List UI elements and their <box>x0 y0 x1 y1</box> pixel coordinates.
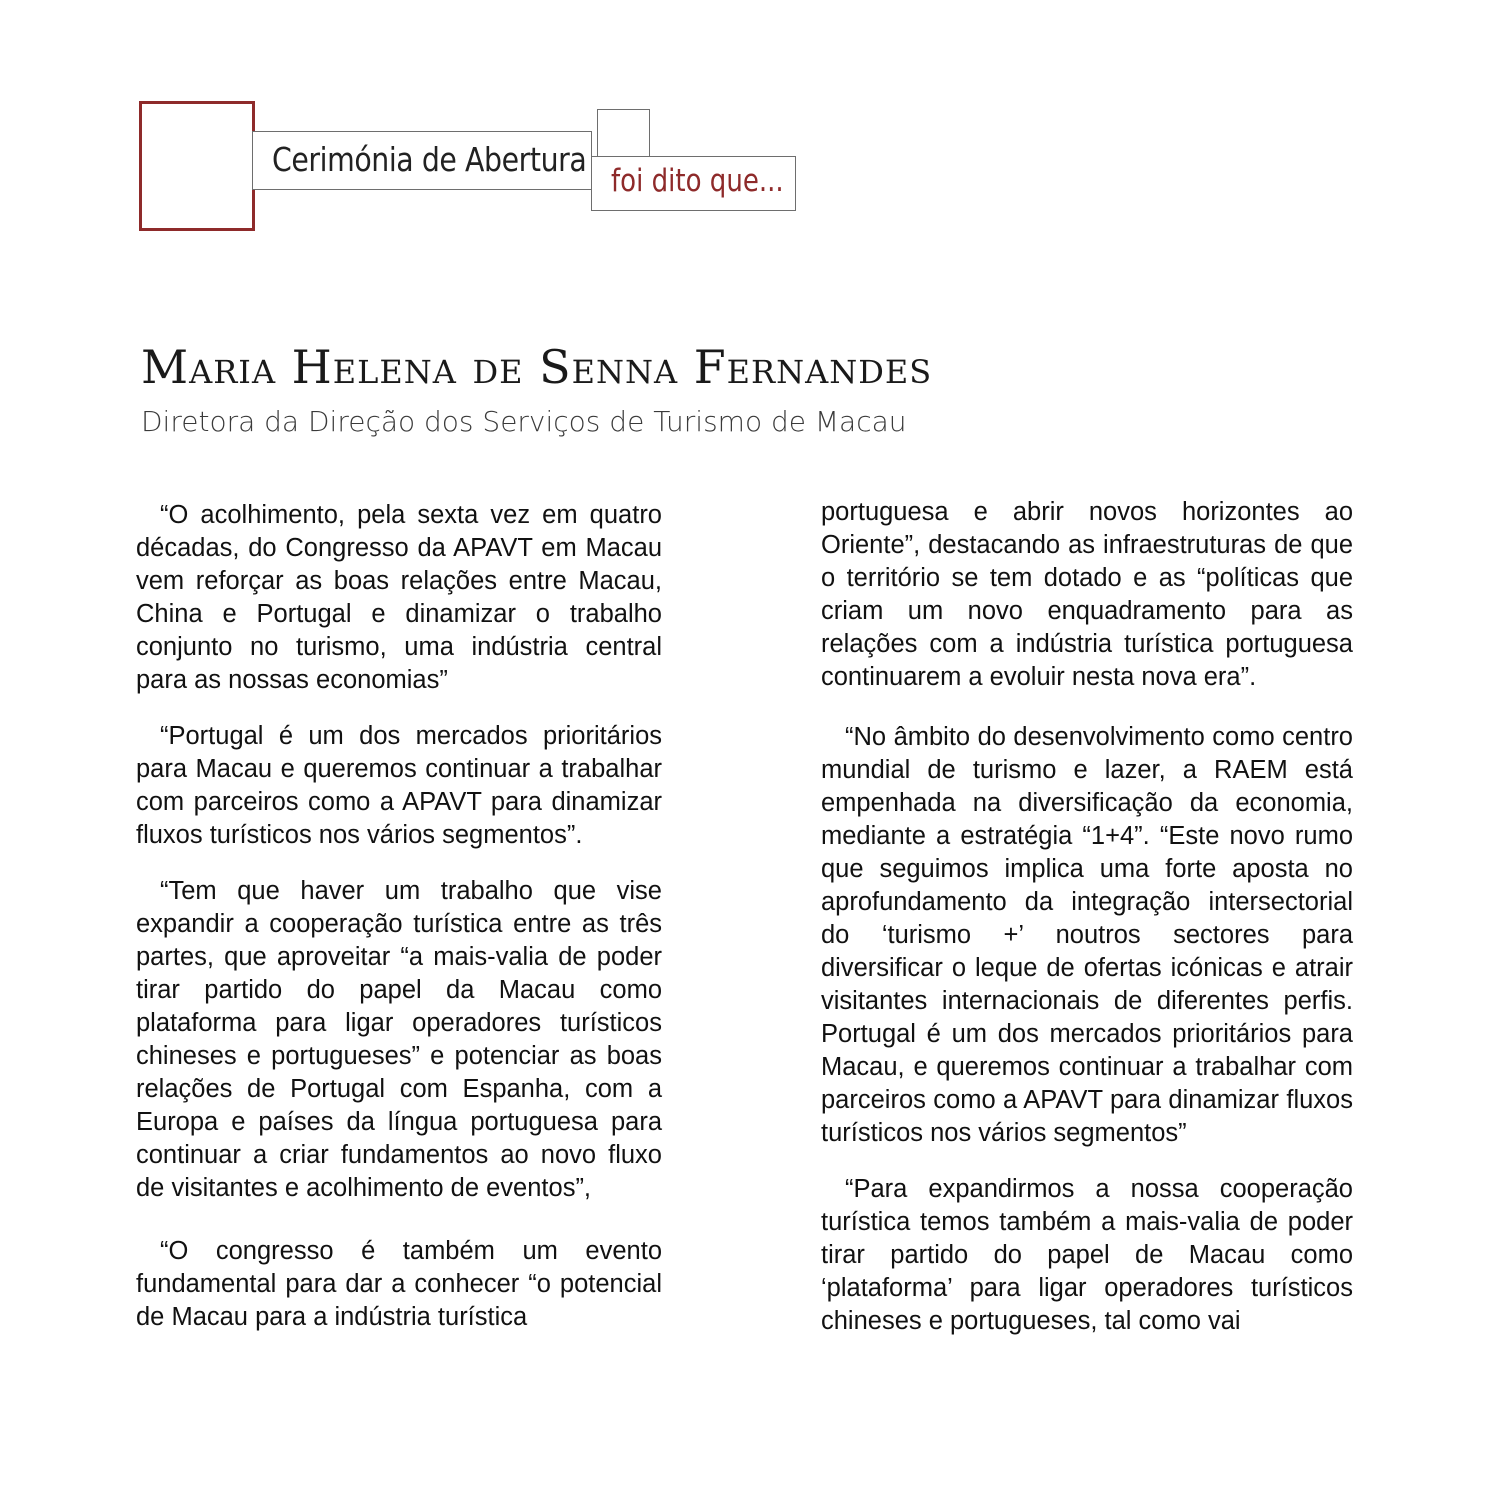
left-column <box>136 499 662 1334</box>
paragraph-6: “Para expandirmos a nossa cooperação turística temos também a mais-valia de poder tirar partido do papel de Macau como ‘plataforma’ para ligar operadores turísticos chineses e portugueses, tal como vai <box>821 1175 1353 1335</box>
paragraph-1: “O acolhimento, pela sexta vez em quatro décadas, do Congresso da APAVT em Macau vem reforçar as boas relações entre Macau, China e Portugal e dinamizar o trabalho conjunto no turismo, uma indústria central para as nossas economias” <box>136 501 662 694</box>
speaker-role: Diretora da Direção dos Serviços de Turismo de Macau <box>141 405 907 438</box>
paragraph-4-end: portuguesa e abrir novos horizontes ao Oriente”, destacando as infraestruturas de que o território se tem dotado e as “políticas que criam um novo enquadramento para as relações com a indústria turística portuguesa continuarem a evoluir nesta nova era”. <box>821 498 1353 691</box>
speaker-name: Maria Helena de Senna Fernandes <box>141 340 933 394</box>
right-column <box>821 496 1353 1338</box>
section-label: Cerimónia de Abertura <box>272 140 587 179</box>
paragraph-2: “Portugal é um dos mercados prioritários para Macau e queremos continuar a trabalhar com parceiros como a APAVT para dinamizar fluxos turísticos nos vários segmentos”. <box>136 722 662 849</box>
paragraph-3: “Tem que haver um trabalho que vise expandir a cooperação turística entre as três partes, que aproveitar “a mais-valia de poder tirar partido do papel da Macau como plataforma para ligar operadores turísticos chineses e portugueses” e potenciar as boas relações de Portugal com Espanha, com a Europa e países da língua portuguesa para continuar a criar fundamentos ao novo fluxo de visitantes e acolhimento de eventos”, <box>136 877 662 1202</box>
paragraph-4-start: “O congresso é também um evento fundamental para dar a conhecer “o potencial de Macau para a indústria turística <box>136 1237 662 1331</box>
logo-red-square <box>139 101 255 231</box>
paragraph-5: “No âmbito do desenvolvimento como centro mundial de turismo e lazer, a RAEM está empenhada na diversificação da economia, mediante a estratégia “1+4”. “Este novo rumo que seguimos implica uma forte aposta no aprofundamento da integração intersectorial do ‘turismo +’ noutros sectores para diversificar o leque de ofertas icónicas e atrair visitantes internacionais de diferentes perfis. Portugal é um dos mercados prioritários para Macau, e queremos continuar a trabalhar com parceiros como a APAVT para dinamizar fluxos turísticos nos vários segmentos” <box>821 723 1353 1147</box>
tag-label: foi dito que... <box>611 163 784 199</box>
decorative-small-box <box>597 109 650 159</box>
